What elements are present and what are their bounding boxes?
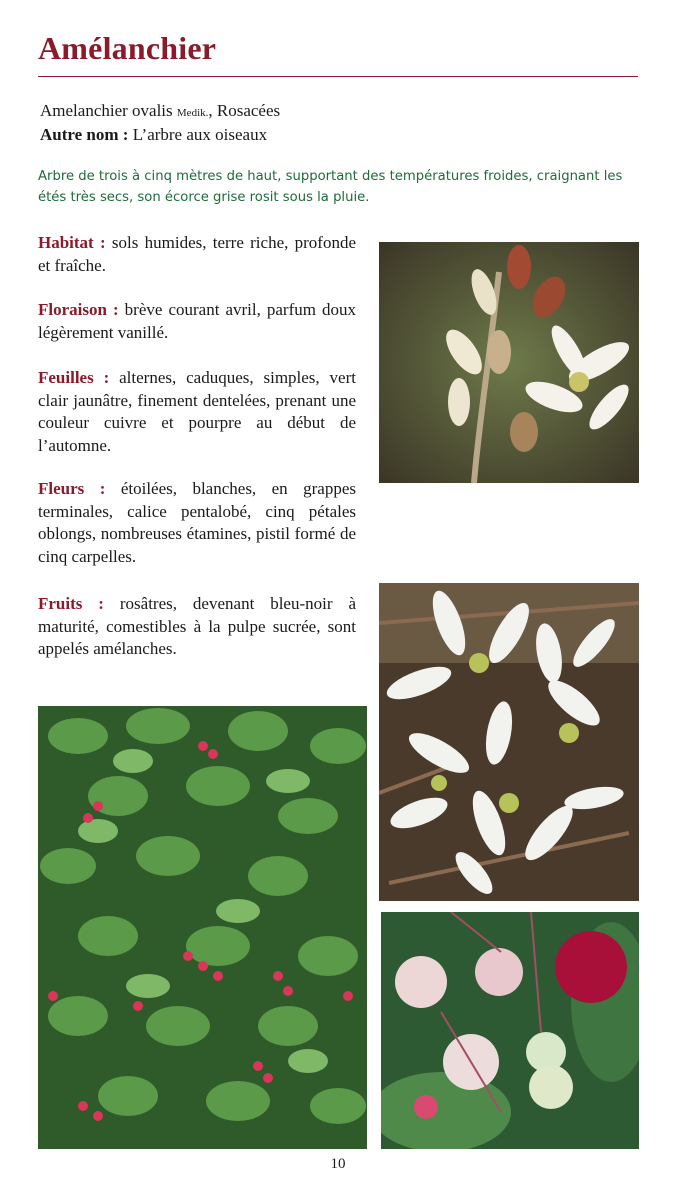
scientific-name-line xyxy=(40,100,280,124)
fruits-closeup-photo xyxy=(381,912,639,1149)
section-fleurs xyxy=(38,478,356,568)
section-text: alternes, caduques, simples, vert clair jaunâtre, finement dentelées, prenant une couleur cuivre et pourpre au début de l’automne. xyxy=(38,368,356,455)
intro-description: Arbre de trois à cinq mètres de haut, supportant des températures froides, craignant les étés très secs, son écorce grise rosit sous la pluie. xyxy=(38,169,623,205)
section-label: Fruits : xyxy=(38,594,104,613)
page-title: Amélanchier xyxy=(38,30,217,66)
section-text: brève courant avril, parfum doux légèrement vanillé. xyxy=(38,300,356,342)
section-label: Fleurs : xyxy=(38,479,106,498)
section-text: sols humides, terre riche, profonde et fraîche. xyxy=(38,233,356,275)
scientific-name: Amelanchier ovalis xyxy=(40,101,173,120)
alternate-name-label: Autre nom : xyxy=(40,125,129,144)
section-label: Feuilles : xyxy=(38,368,110,387)
section-label: Floraison : xyxy=(38,300,119,319)
section-feuilles xyxy=(38,367,356,457)
shrub-berries-photo xyxy=(38,706,367,1149)
section-text: rosâtres, devenant bleu-noir à maturité, comestibles à la pulpe sucrée, sont appelés amélanches. xyxy=(38,594,356,658)
white-flowers-photo xyxy=(379,583,639,901)
section-floraison xyxy=(38,299,356,344)
title-divider xyxy=(38,76,638,77)
flower-buds-photo xyxy=(379,242,639,483)
alternate-name-value: L’arbre aux oiseaux xyxy=(128,125,268,144)
plant-family: , Rosacées xyxy=(208,101,281,120)
scientific-author: Medik. xyxy=(176,107,209,119)
page-number: 10 xyxy=(330,1156,346,1172)
alternate-name-line xyxy=(40,124,267,146)
section-habitat xyxy=(38,232,356,277)
section-label: Habitat : xyxy=(38,233,106,252)
section-text: étoilées, blanches, en grappes terminales, calice pentalobé, cinq pétales oblongs, nombreuses étamines, pistil formé de cinq carpelles. xyxy=(38,479,357,566)
section-fruits xyxy=(38,593,356,661)
